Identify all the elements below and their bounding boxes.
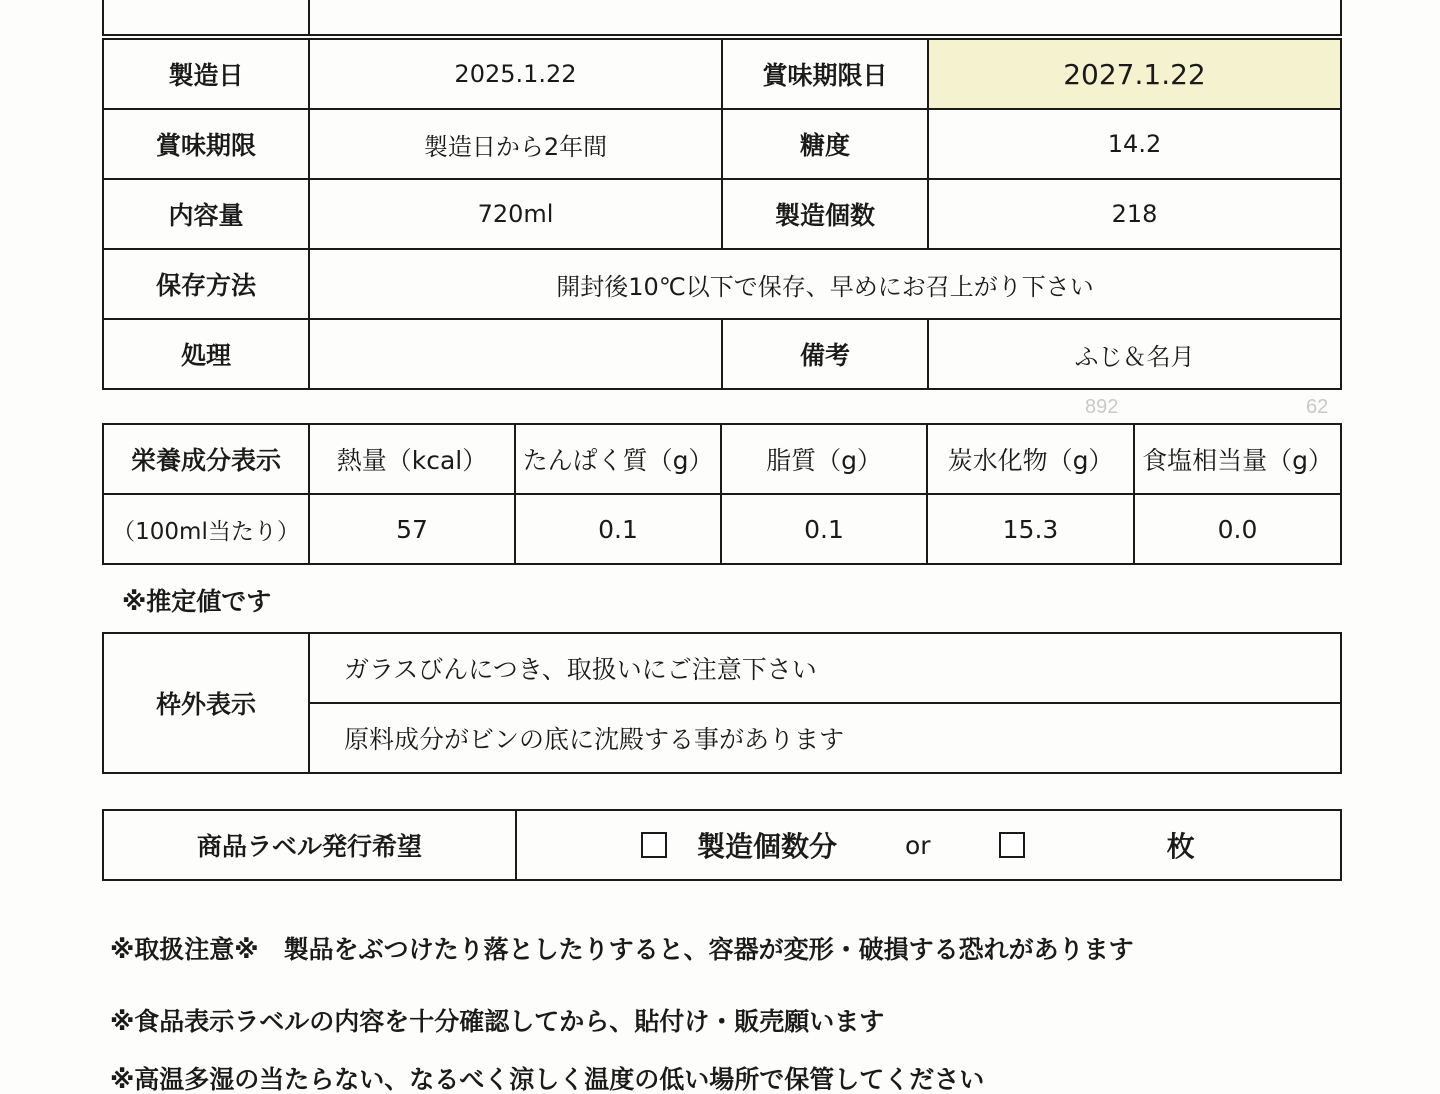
nutrition-per-amount: （100ml当たり）	[103, 494, 309, 564]
label-request-options	[516, 810, 1341, 880]
label-request-table	[102, 809, 1342, 881]
frame-notice-label: 枠外表示	[103, 633, 309, 773]
mfg-date-value: 2025.1.22	[309, 39, 722, 109]
frame-notice-line: 原料成分がビンの底に沈殿する事があります	[309, 703, 1341, 773]
frame-notice-line: ガラスびんにつき、取扱いにご注意下さい	[309, 633, 1341, 703]
caution-line: ※食品表示ラベルの内容を十分確認してから、貼付け・販売願います	[110, 1007, 885, 1036]
top-partial-row	[102, 0, 1342, 36]
or-text: or	[905, 830, 931, 860]
nutrition-value: 0.1	[515, 494, 721, 564]
shelf-life-label: 賞味期限	[103, 109, 309, 179]
treatment-label: 処理	[103, 319, 309, 389]
mfg-date-label: 製造日	[103, 39, 309, 109]
sheets-unit-label: 枚	[1166, 830, 1195, 863]
storage-label: 保存方法	[103, 249, 309, 319]
sheets-checkbox[interactable]	[999, 832, 1025, 858]
volume-label: 内容量	[103, 179, 309, 249]
nutrition-value: 15.3	[927, 494, 1134, 564]
brix-value: 14.2	[928, 109, 1341, 179]
faint-number: 892	[1085, 396, 1119, 418]
product-info-table	[102, 38, 1342, 390]
storage-value: 開封後10℃以下で保存、早めにお召上がり下さい	[309, 249, 1341, 319]
top-partial-cell	[309, 0, 1341, 35]
nutrition-title: 栄養成分表示	[103, 424, 309, 494]
quantity-checkbox[interactable]	[641, 832, 667, 858]
nutrition-header: 炭水化物（g）	[927, 424, 1134, 494]
faint-number: 62	[1306, 396, 1329, 418]
treatment-value	[309, 319, 722, 389]
frame-notice-table	[102, 632, 1342, 774]
nutrition-header: 熱量（kcal）	[309, 424, 515, 494]
caution-line-cut: ※高温多湿の当たらない、なるべく涼しく温度の低い場所で保管してください	[110, 1065, 985, 1094]
nutrition-header: たんぱく質（g）	[515, 424, 721, 494]
volume-value: 720ml	[309, 179, 722, 249]
best-before-date-value: 2027.1.22	[928, 39, 1341, 109]
remarks-value: ふじ＆名月	[928, 319, 1341, 389]
nutrition-header: 脂質（g）	[721, 424, 927, 494]
nutrition-value: 57	[309, 494, 515, 564]
quantity-value: 218	[928, 179, 1341, 249]
nutrition-value: 0.0	[1134, 494, 1341, 564]
estimate-note: ※推定値です	[122, 587, 272, 616]
option-quantity-label: 製造個数分	[697, 830, 838, 863]
nutrition-table	[102, 423, 1342, 565]
quantity-label: 製造個数	[722, 179, 928, 249]
label-request-label: 商品ラベル発行希望	[103, 810, 516, 880]
brix-label: 糖度	[722, 109, 928, 179]
best-before-date-label: 賞味期限日	[722, 39, 928, 109]
caution-line: ※取扱注意※ 製品をぶつけたり落としたりすると、容器が変形・破損する恐れがあります	[110, 935, 1134, 964]
top-partial-cell	[103, 0, 309, 35]
remarks-label: 備考	[722, 319, 928, 389]
nutrition-value: 0.1	[721, 494, 927, 564]
shelf-life-value: 製造日から2年間	[309, 109, 722, 179]
nutrition-header: 食塩相当量（g）	[1134, 424, 1341, 494]
